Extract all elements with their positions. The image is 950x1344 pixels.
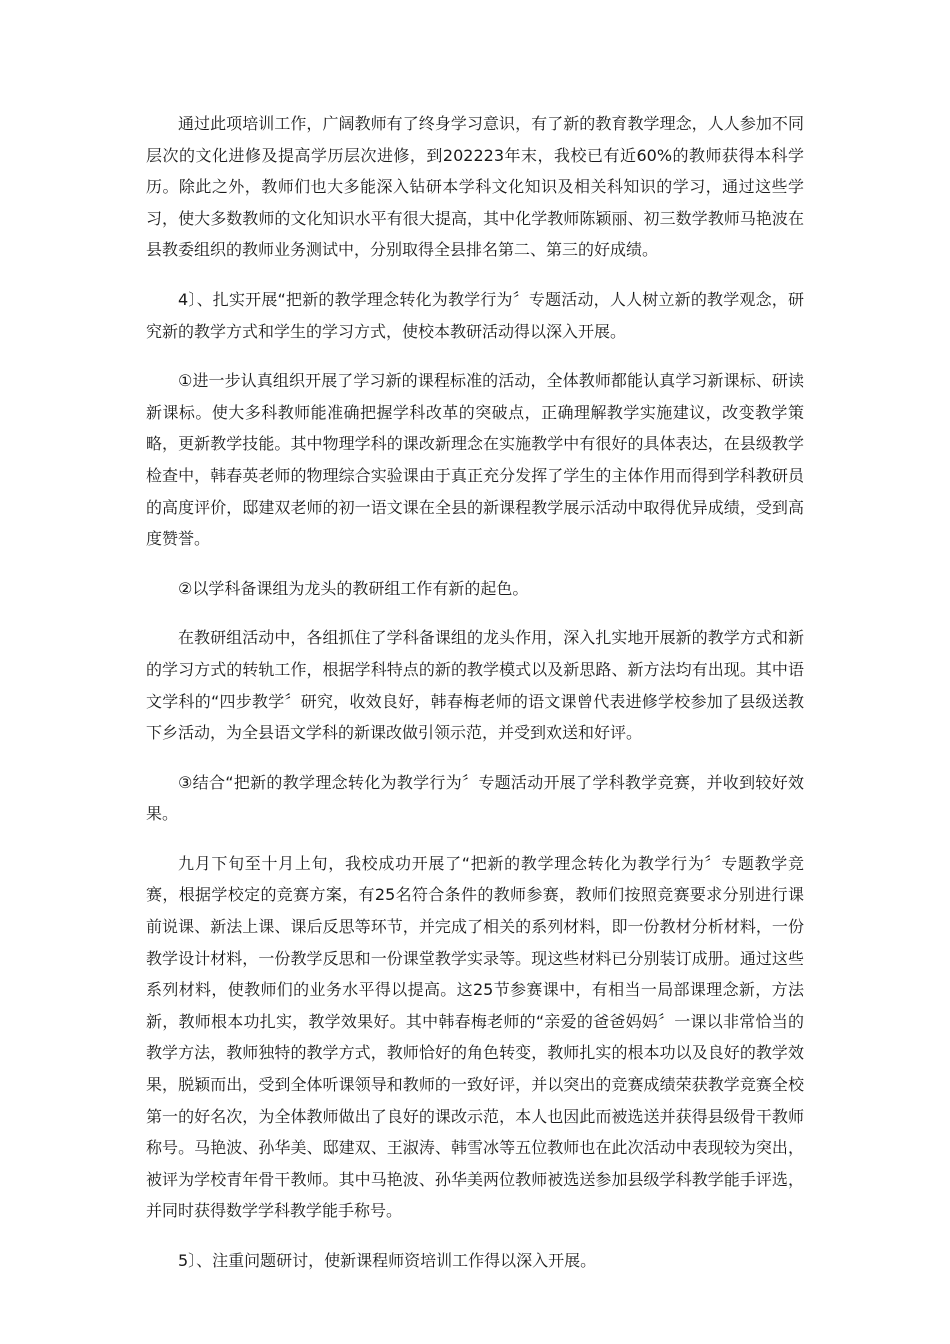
paragraph-item-3-heading: ③结合“把新的教学理念转化为教学行为〞专题活动开展了学科教学竞赛，并收到较好效果。	[146, 772, 804, 824]
paragraph-item-2-heading: ②以学科备课组为龙头的教研组工作有新的起色。	[178, 578, 529, 598]
document-body	[146, 108, 804, 1295]
paragraph-section-5-heading: 5〕、注重问题研讨，使新课程师资培训工作得以深入开展。	[178, 1251, 597, 1270]
paragraph-section-4-heading: 4〕、扎实开展“把新的教学理念转化为教学行为〞专题活动，人人树立新的教学观念，研究新的教学方式和学生的学习方式，使校本教研活动得以深入开展。	[146, 289, 804, 341]
paragraph-teaching-group-activities: 在教研组活动中，各组抓住了学科备课组的龙头作用，深入扎实地开展新的教学方式和新的学习方式的转轨工作，根据学科特点的新的教学模式以及新思路、新方法均有出现。其中语文学科的“四步教学〞研究，收效良好，韩春梅老师的语文课曾代表进修学校参加了县级送教下乡活动，为全县语文学科的新课改做引领示范，并受到欢送和好评。	[146, 628, 804, 743]
paragraph-teaching-competition: 九月下旬至十月上旬，我校成功开展了“把新的教学理念转化为教学行为〞专题教学竞赛，根据学校定的竞赛方案，有25名符合条件的教师参赛，教师们按照竞赛要求分别进行课前说课、新法上课、课后反思等环节，并完成了相关的系列材料，即一份教材分析材料，一份教学设计材料，一份教学反思和一份课堂教学实录等。现这些材料已分别装订成册。通过这些系列材料，使教师们的业务水平得以提高。这25节参赛课中，有相当一局部课理念新，方法新，教师根本功扎实，教学效果好。其中韩春梅老师的“亲爱的爸爸妈妈〞一课以非常恰当的教学方法，教师独特的教学方式，教师恰好的角色转变，教师扎实的根本功以及良好的教学效果，脱颖而出，受到全体听课领导和教师的一致好评，并以突出的竞赛成绩荣获教学竞赛全校第一的好名次，为全体教师做出了良好的课改示范，本人也因此而被选送并获得县级骨干教师称号。马艳波、孙华美、邸建双、王淑涛、韩雪冰等五位教师也在此次活动中表现较为突出，被评为学校青年骨干教师。其中马艳波、孙华美两位教师被选送参加县级学科教学能手评选，并同时获得数学学科教学能手称号。	[146, 853, 804, 1221]
paragraph-item-1-curriculum-study: ①进一步认真组织开展了学习新的课程标准的活动，全体教师都能认真学习新课标、研读新课标。使大多科教师能准确把握学科改革的突破点，正确理解教学实施建议，改变教学策略，更新教学技能。其中物理学科的课改新理念在实施教学中有很好的具体表达，在县级教学检查中，韩春英老师的物理综合实验课由于真正充分发挥了学生的主体作用而得到学科教研员的高度评价，邸建双老师的初一语文课在全县的新课程教学展示活动中取得优异成绩，受到高度赞誉。	[146, 371, 804, 549]
paragraph-training-results: 通过此项培训工作，广阔教师有了终身学习意识，有了新的教育教学理念，人人参加不同层次的文化进修及提高学历层次进修，到202223年末，我校已有近60%的教师获得本科学历。除此之外，教师们也大多能深入钻研本学科文化知识及相关科知识的学习，通过这些学习，使大多数教师的文化知识水平有很大提高，其中化学教师陈颖丽、初三数学教师马艳波在县教委组织的教师业务测试中，分别取得全县排名第二、第三的好成绩。	[146, 114, 804, 260]
